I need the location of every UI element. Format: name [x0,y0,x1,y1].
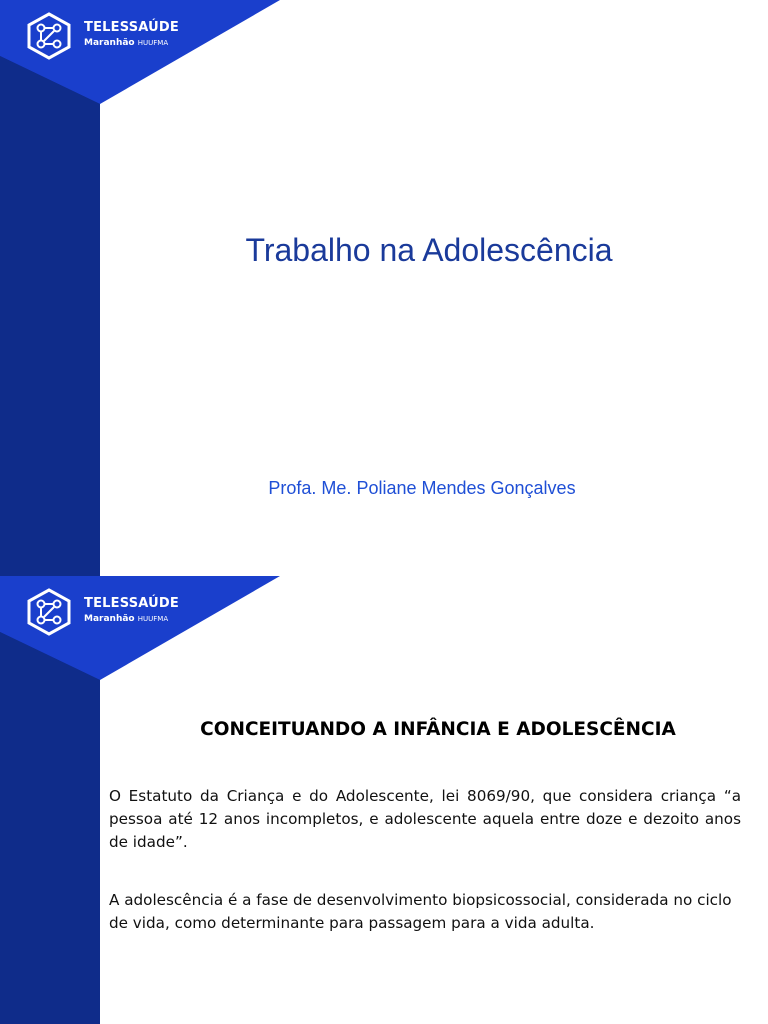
logo-name: TELESSAÚDE [84,596,179,611]
logo-subtitle-main: Maranhão [84,38,135,48]
telessaude-logo [26,12,226,60]
presentation-title: Trabalho na Adolescência [245,232,613,268]
paragraph-adolescence-definition: A adolescência é a fase de desenvolvimento biopsicossocial, considerada no ciclo de vida, como determinante para passagem para a vida adulta. [109,891,732,932]
slide-concepts [0,576,768,1024]
logo-subtitle [84,38,168,48]
logo-subtitle-small: HUUFMA [137,615,169,623]
slide-heading: CONCEITUANDO A INFÂNCIA E ADOLESCÊNCIA [200,719,676,740]
telessaude-logo [26,588,226,636]
telessaude-hexagon-network-icon [26,12,72,60]
logo-subtitle-small: HUUFMA [137,39,169,47]
presentation-author: Profa. Me. Poliane Mendes Gonçalves [268,478,576,498]
telessaude-hexagon-network-icon [26,588,72,636]
paragraph-eca-definition: O Estatuto da Criança e do Adolescente, lei 8069/90, que considera criança “a pessoa até 12 anos incompletos, e adolescente aquela entre doze e dezoito anos de idade”. [109,787,741,851]
logo-subtitle [84,614,168,624]
logo-subtitle-main: Maranhão [84,614,135,624]
logo-name: TELESSAÚDE [84,20,179,35]
